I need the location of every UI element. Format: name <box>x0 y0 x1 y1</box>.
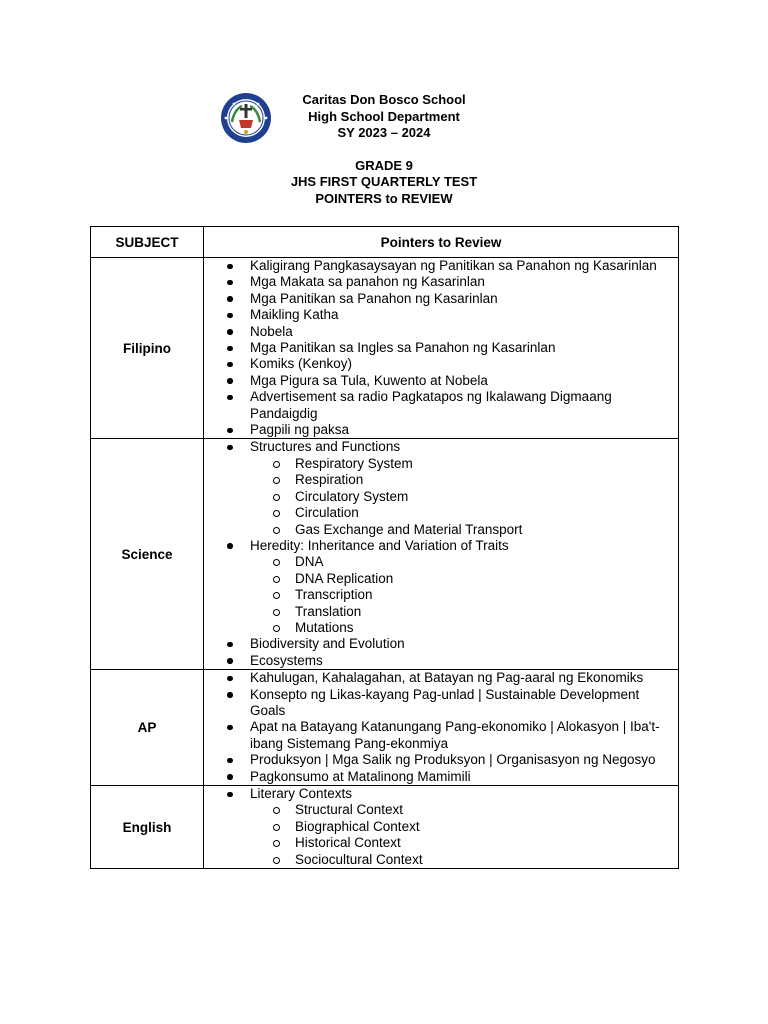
list-item <box>223 752 678 768</box>
school-name: Caritas Don Bosco School <box>302 92 466 107</box>
list-item-text: Apat na Batayang Katanungang Pang-ekonomiko | Alokasyon | Iba't-ibang Sistemang Pang-ekonmiya <box>250 719 660 751</box>
table-row <box>91 786 679 869</box>
sub-list-item: Circulation <box>269 505 678 521</box>
pointers-cell <box>204 439 679 670</box>
list-item-text: Heredity: Inheritance and Variation of Traits <box>250 537 509 553</box>
sub-list-item: Respiratory System <box>269 456 678 472</box>
sub-list-item: Structural Context <box>269 802 678 818</box>
subject-cell: Filipino <box>91 258 204 439</box>
list-item <box>223 307 678 323</box>
table-row <box>91 439 679 670</box>
sub-list-item: DNA Replication <box>269 571 678 587</box>
subject-column-header: SUBJECT <box>91 227 204 258</box>
list-item <box>223 769 678 785</box>
list-item-text: Mga Panitikan sa Ingles sa Panahon ng Kasarinlan <box>250 340 556 356</box>
table-row <box>91 670 679 786</box>
sub-list-item: Transcription <box>269 587 678 603</box>
list-item-text: Structures and Functions <box>250 439 401 455</box>
pointers-cell <box>204 786 679 869</box>
review-table <box>90 226 679 869</box>
list-item <box>223 373 678 389</box>
list-item-text: Mga Makata sa panahon ng Kasarinlan <box>250 274 485 290</box>
document-subtitle: POINTERS to REVIEW <box>315 190 453 206</box>
table-row <box>91 258 679 439</box>
school-year: SY 2023 – 2024 <box>337 125 431 140</box>
pointers-cell <box>204 670 679 786</box>
sub-list-item: Respiration <box>269 472 678 488</box>
list-item-text: Maikling Katha <box>250 307 339 323</box>
list-item-text: Mga Panitikan sa Panahon ng Kasarinlan <box>250 290 498 306</box>
sub-list-item: Mutations <box>269 620 678 636</box>
pointer-list <box>204 258 678 438</box>
grade-level: GRADE 9 <box>355 157 413 173</box>
list-item-text: Konsepto ng Likas-kayang Pag-unlad | Sustainable Development Goals <box>250 686 640 718</box>
sub-list-item: Biographical Context <box>269 819 678 835</box>
subject-cell: Science <box>91 439 204 670</box>
sub-list-item: Historical Context <box>269 835 678 851</box>
list-item <box>223 538 678 636</box>
list-item-text: Biodiversity and Evolution <box>250 636 405 652</box>
list-item <box>223 786 678 868</box>
pointers-cell <box>204 258 679 439</box>
list-item-text: Kaligirang Pangkasaysayan ng Panitikan sa Panahon ng Kasarinlan <box>250 258 657 273</box>
list-item <box>223 389 678 422</box>
list-item <box>223 422 678 438</box>
list-item-text: Nobela <box>250 323 293 339</box>
list-item-text: Produksyon | Mga Salik ng Produksyon | Organisasyon ng Negosyo <box>250 752 656 768</box>
sub-list <box>250 554 678 636</box>
pointer-list <box>204 670 678 785</box>
list-item <box>223 653 678 669</box>
sub-list-item: Gas Exchange and Material Transport <box>269 522 678 538</box>
sub-list-item: Translation <box>269 604 678 620</box>
department-name: High School Department <box>308 108 460 124</box>
sub-list-item: Sociocultural Context <box>269 852 678 868</box>
header-text <box>284 92 484 207</box>
pointer-list <box>204 439 678 669</box>
list-item <box>223 670 678 686</box>
list-item <box>223 719 678 752</box>
list-item <box>223 291 678 307</box>
list-item-text: Pagkonsumo at Matalinong Mamimili <box>250 768 471 784</box>
list-item-text: Ecosystems <box>250 652 323 668</box>
list-item-text: Komiks (Kenkoy) <box>250 356 353 372</box>
sub-list-item: Circulatory System <box>269 489 678 505</box>
list-item-text: Kahulugan, Kahalagahan, at Batayan ng Pag-aaral ng Ekonomiks <box>250 670 644 686</box>
list-item-text: Literary Contexts <box>250 786 353 801</box>
list-item <box>223 274 678 290</box>
list-item-text: Pagpili ng paksa <box>250 422 350 438</box>
list-item-text: Advertisement sa radio Pagkatapos ng Ikalawang Digmaang Pandaigdig <box>250 389 612 421</box>
test-title: JHS FIRST QUARTERLY TEST <box>290 174 478 189</box>
list-item <box>223 687 678 720</box>
subject-cell: English <box>91 786 204 869</box>
list-item <box>223 258 678 274</box>
list-item-text: Mga Pigura sa Tula, Kuwento at Nobela <box>250 372 488 388</box>
list-item <box>223 636 678 652</box>
pointer-list <box>204 786 678 868</box>
list-item <box>223 340 678 356</box>
list-item <box>223 324 678 340</box>
list-item <box>223 439 678 537</box>
subject-cell: AP <box>91 670 204 786</box>
sub-list <box>250 802 678 868</box>
pointers-column-header: Pointers to Review <box>204 227 679 258</box>
school-seal-logo <box>220 92 272 144</box>
table-header-row <box>91 227 679 258</box>
sub-list-item: DNA <box>269 554 678 570</box>
sub-list <box>250 456 678 538</box>
list-item <box>223 356 678 372</box>
